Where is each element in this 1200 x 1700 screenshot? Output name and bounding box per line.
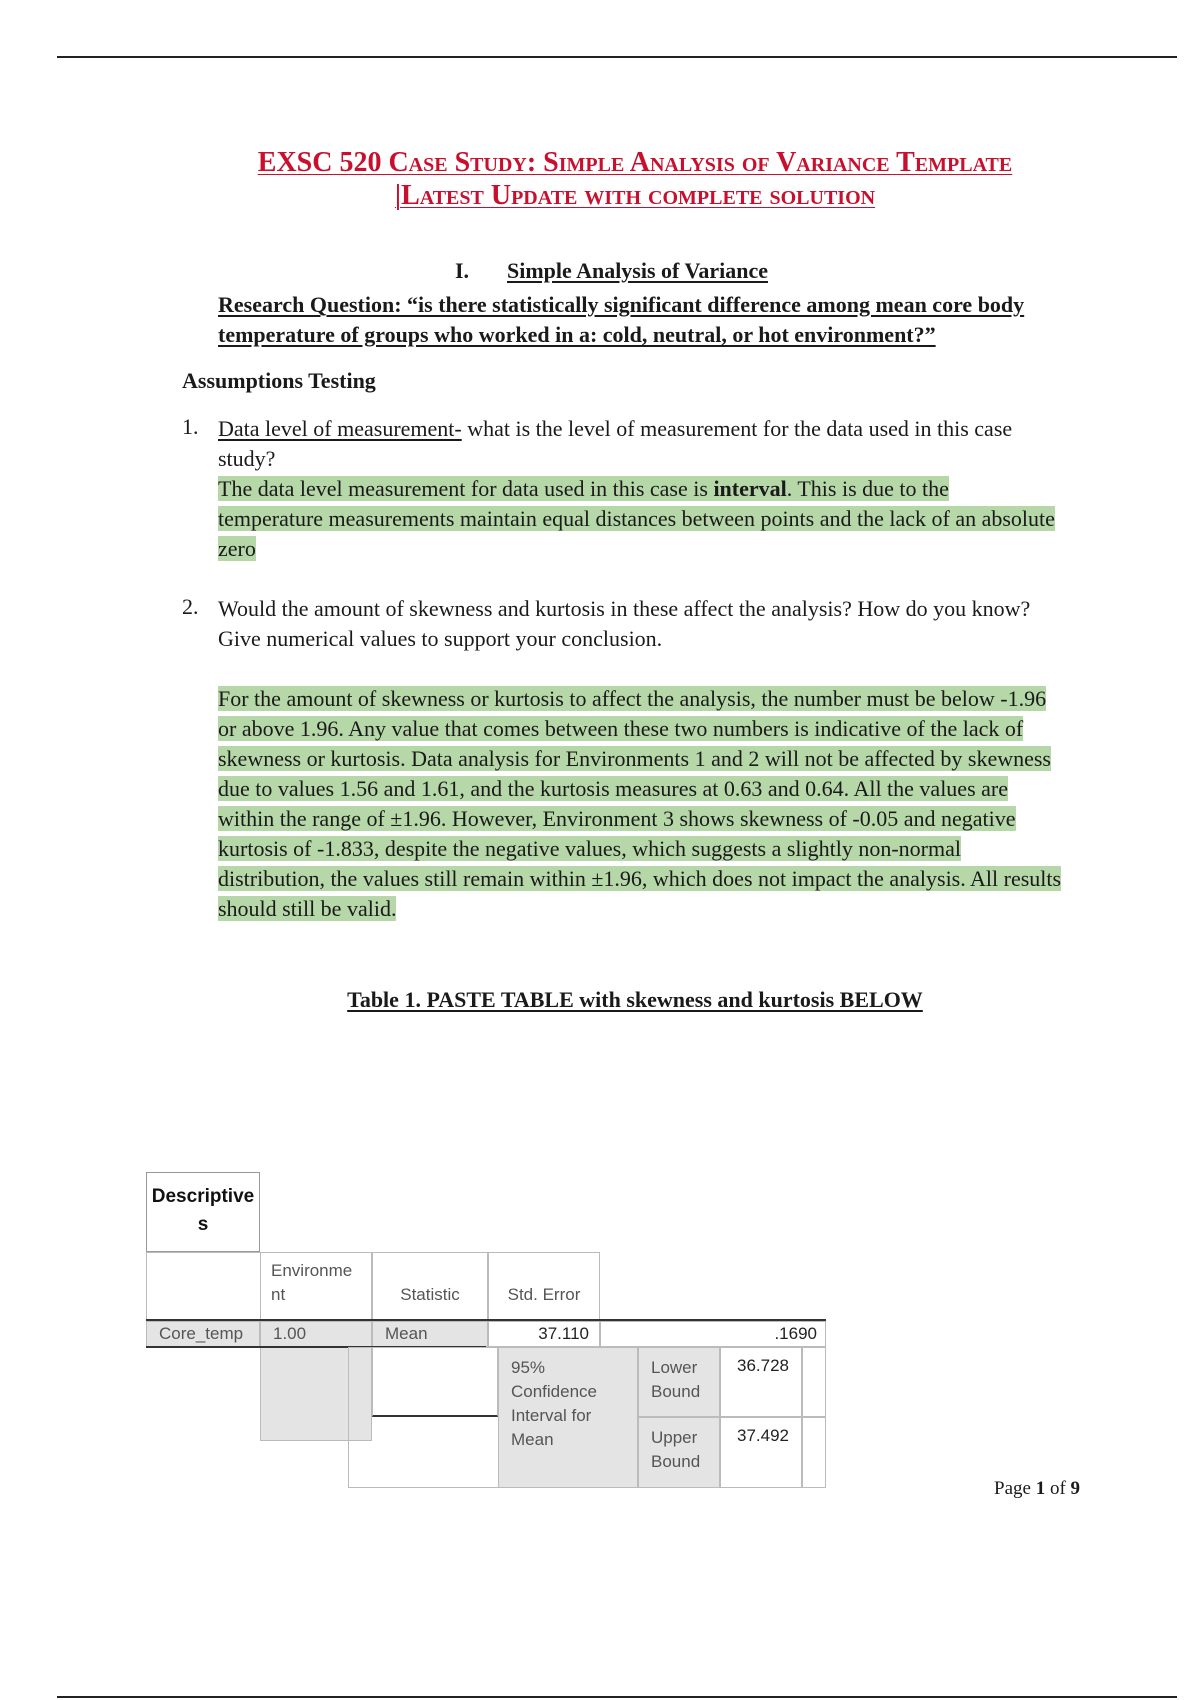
upper-bound-value-cell: 37.492 [720, 1417, 802, 1488]
q1-answer-bold: interval [713, 476, 787, 501]
ci-empty-cell [372, 1347, 498, 1417]
q1-label: Data level of measurement- [218, 416, 462, 441]
q1-number: 1. [182, 414, 199, 439]
header-environment: Environment [260, 1252, 372, 1320]
table-caption: Table 1. PASTE TABLE with skewness and kurtosis BELOW [347, 987, 923, 1012]
lower-bound-extra-cell [802, 1347, 826, 1417]
table-title: Descriptives [151, 1186, 255, 1235]
section-heading [455, 258, 768, 284]
section-title: Simple Analysis of Variance [507, 258, 768, 283]
page-footer: Page 1 of 9 [994, 1478, 1081, 1499]
q2-number: 2. [182, 594, 199, 619]
table-title-cell [146, 1172, 260, 1252]
q1-answer: The data level measurement for data used in this case is interval. This is due to the temperature measurements maintain equal distances between points and the lack of an absolute zero [218, 476, 1055, 561]
header-std-error: Std. Error [488, 1252, 600, 1320]
header-statistic: Statistic [372, 1252, 488, 1320]
mean-std-error-cell: .1690 [600, 1321, 826, 1347]
q1-text: what is the level of measurement for the data used in this case study? [218, 416, 1013, 471]
document-title-line1: EXSC 520 Case Study: Simple Analysis of Variance Template [257, 147, 1013, 178]
q2-question: Would the amount of skewness and kurtosis in these affect the analysis? How do you know? Give numerical values to support your conclusion. [218, 596, 1031, 651]
mean-label-cell: Mean [372, 1321, 488, 1347]
top-rule [57, 56, 1177, 58]
page-current: 1 [1035, 1478, 1046, 1499]
section-number: I. [455, 258, 470, 283]
assumptions-heading: Assumptions Testing [182, 368, 376, 393]
lower-bound-label-cell: Lower Bound [638, 1347, 720, 1417]
mean-statistic-cell: 37.110 [488, 1321, 600, 1347]
upper-bound-extra-cell [802, 1417, 826, 1488]
document-title-line2: |Latest Update with complete solution [394, 180, 876, 211]
variable-cell: Core_temp [146, 1321, 260, 1347]
research-question: Research Question: “is there statistically significant difference among mean core body temperature of groups who worked in a: cold, neutral, or hot environment?” [218, 292, 1025, 347]
q2-answer: For the amount of skewness or kurtosis to affect the analysis, the number must be below -1.96 or above 1.96. Any value that comes between these two numbers is indicative of the lack of skewness or kurtosis. Data analysis for Environments 1 and 2 will not be affected by skewness due to values 1.56 and 1.61, and the kurtosis measures at 0.63 and 0.64. All the values are within the range of ±1.96. However, Environment 3 shows skewness of -0.05 and negative kurtosis of -1.833, despite the negative values, which suggests a slightly non-normal distribution, the values still remain within ±1.96, which does not impact the analysis. All results should still be valid. [218, 686, 1062, 921]
bottom-rule [57, 1696, 1177, 1698]
upper-bound-label-cell: Upper Bound [638, 1417, 720, 1488]
environment-cell: 1.00 [260, 1321, 372, 1441]
header-empty-cell [146, 1252, 260, 1320]
page-total: 9 [1070, 1478, 1081, 1499]
ci-label-cell: 95% Confidence Interval for Mean [498, 1347, 638, 1488]
lower-bound-value-cell: 36.728 [720, 1347, 802, 1417]
q1-question [218, 414, 1058, 474]
